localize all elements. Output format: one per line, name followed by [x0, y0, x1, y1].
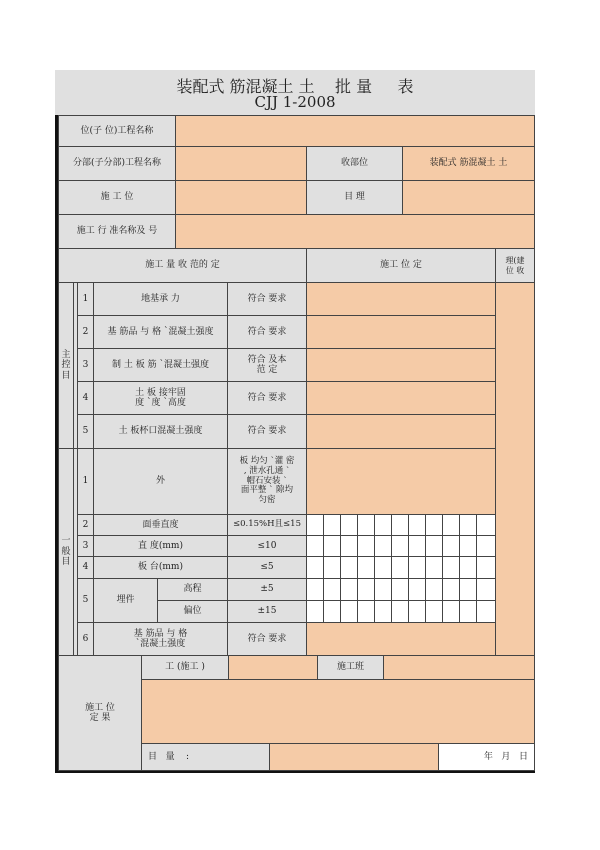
- measurement-cell[interactable]: [306, 578, 324, 601]
- measurement-cell[interactable]: [476, 535, 496, 557]
- measurement-cell[interactable]: [425, 535, 443, 557]
- measurement-cell[interactable]: [408, 578, 426, 601]
- standard-label: 施工 行 准名称及 号: [58, 214, 176, 249]
- measurement-cell[interactable]: [476, 514, 496, 536]
- team-leader-label: 施工班: [317, 655, 384, 680]
- construction-unit-value[interactable]: [175, 180, 307, 215]
- general-item-2-no: 2: [77, 514, 94, 536]
- foreman-value[interactable]: [228, 655, 318, 680]
- measurement-cell[interactable]: [442, 578, 460, 601]
- measurement-cell[interactable]: [340, 600, 358, 623]
- measurement-cell[interactable]: [391, 556, 409, 579]
- measurement-cell[interactable]: [340, 578, 358, 601]
- measurement-cell[interactable]: [357, 535, 375, 557]
- measurement-cell[interactable]: [340, 514, 358, 536]
- general-item-1-name: 外: [93, 448, 228, 515]
- measurement-cell[interactable]: [459, 600, 477, 623]
- measurement-cell[interactable]: [357, 556, 375, 579]
- measurement-cell[interactable]: [425, 578, 443, 601]
- main-item-2-no: 2: [77, 315, 94, 349]
- main-item-4-req: 符合 要求: [227, 381, 307, 415]
- standard-value[interactable]: [175, 214, 535, 249]
- general-item-6-req: 符合 要求: [227, 622, 307, 656]
- measurement-cell[interactable]: [357, 514, 375, 536]
- measurement-cell[interactable]: [306, 514, 324, 536]
- general-item-3-name: 直 度(mm): [93, 535, 228, 557]
- measurement-cell[interactable]: [442, 535, 460, 557]
- measurement-cell[interactable]: [391, 578, 409, 601]
- general-item-5a-req: ±5: [227, 578, 307, 601]
- quality-spec-header: 施工 量 收 范的 定: [58, 248, 307, 283]
- measurement-cell[interactable]: [323, 600, 341, 623]
- measurement-cell[interactable]: [323, 514, 341, 536]
- main-item-1-no: 1: [77, 282, 94, 316]
- inspector-signature[interactable]: [269, 743, 439, 771]
- main-item-4-no: 4: [77, 381, 94, 415]
- form-standard: CJJ 1-2008: [254, 93, 336, 111]
- project-manager-label: 目 理: [306, 180, 403, 215]
- project-manager-value[interactable]: [402, 180, 535, 215]
- measurement-cell[interactable]: [459, 535, 477, 557]
- main-item-5-check[interactable]: [306, 414, 496, 449]
- measurement-cell[interactable]: [459, 556, 477, 579]
- evaluation-label: 施工 位 定 果: [58, 655, 142, 771]
- measurement-cell[interactable]: [425, 514, 443, 536]
- acceptance-part-value[interactable]: 装配式 筋混凝土 土: [402, 146, 535, 181]
- measurement-cell[interactable]: [306, 600, 324, 623]
- general-item-6-no: 6: [77, 622, 94, 656]
- measurement-cell[interactable]: [425, 600, 443, 623]
- project-name-value[interactable]: [175, 115, 535, 147]
- construction-unit-label: 施 工 位: [58, 180, 176, 215]
- measurement-cell[interactable]: [442, 514, 460, 536]
- general-item-1-req: 板 均匀 `灌 密 , 泄水孔通 ` 帽石安装 ` 面平整 ` 隙均 匀密: [227, 448, 307, 515]
- measurement-cell[interactable]: [374, 578, 392, 601]
- general-item-6-check[interactable]: [306, 622, 496, 656]
- general-item-5-name: 埋件: [93, 578, 158, 623]
- general-item-1-no: 1: [77, 448, 94, 515]
- general-item-2-req: ≤0.15%H且≤15: [227, 514, 307, 536]
- main-item-4-name: 土 板 接牢固 度 `度 `高度: [93, 381, 228, 415]
- measurement-cell[interactable]: [408, 556, 426, 579]
- measurement-cell[interactable]: [374, 514, 392, 536]
- general-item-5b-req: ±15: [227, 600, 307, 623]
- measurement-cell[interactable]: [323, 556, 341, 579]
- measurement-cell[interactable]: [459, 578, 477, 601]
- measurement-cell[interactable]: [323, 535, 341, 557]
- general-item-1-check[interactable]: [306, 448, 496, 515]
- acceptance-part-label: 收部位: [306, 146, 403, 181]
- measurement-cell[interactable]: [357, 578, 375, 601]
- measurement-cell[interactable]: [374, 556, 392, 579]
- measurement-cell[interactable]: [306, 535, 324, 557]
- measurement-cell[interactable]: [425, 556, 443, 579]
- measurement-cell[interactable]: [442, 600, 460, 623]
- team-leader-value[interactable]: [383, 655, 535, 680]
- measurement-cell[interactable]: [340, 535, 358, 557]
- main-item-3-check[interactable]: [306, 348, 496, 382]
- measurement-cell[interactable]: [391, 514, 409, 536]
- general-item-3-req: ≤10: [227, 535, 307, 557]
- main-item-5-name: 土 板杯口混凝土强度: [93, 414, 228, 449]
- main-item-2-req: 符合 要求: [227, 315, 307, 349]
- measurement-cell[interactable]: [442, 556, 460, 579]
- general-item-5-no: 5: [77, 578, 94, 623]
- measurement-cell[interactable]: [476, 556, 496, 579]
- general-item-6-name: 基 筋品 与 格 `混凝土强度: [93, 622, 228, 656]
- main-item-1-check[interactable]: [306, 282, 496, 316]
- measurement-cell[interactable]: [476, 600, 496, 623]
- form-title: 装配式 筋混凝土 土 批 量 表: [176, 77, 414, 96]
- measurement-cell[interactable]: [374, 600, 392, 623]
- main-item-2-check[interactable]: [306, 315, 496, 349]
- evaluation-result-value[interactable]: [141, 679, 535, 744]
- measurement-cell[interactable]: [459, 514, 477, 536]
- general-item-4-req: ≤5: [227, 556, 307, 579]
- measurement-cell[interactable]: [340, 556, 358, 579]
- measurement-cell[interactable]: [357, 600, 375, 623]
- measurement-cell[interactable]: [476, 578, 496, 601]
- sub-project-label: 分部(子分部)工程名称: [58, 146, 176, 181]
- measurement-cell[interactable]: [323, 578, 341, 601]
- construction-check-header: 施工 位 定: [306, 248, 496, 283]
- measurement-cell[interactable]: [306, 556, 324, 579]
- measurement-cell[interactable]: [391, 535, 409, 557]
- main-item-2-name: 基 筋品 与 格 `混凝土强度: [93, 315, 228, 349]
- main-control-group-label: 主 控 目: [58, 282, 74, 449]
- main-item-3-name: 制 土 板 筋 `混凝土强度: [93, 348, 228, 382]
- supervision-check-value[interactable]: [495, 282, 535, 656]
- measurement-cell[interactable]: [374, 535, 392, 557]
- measurement-cell[interactable]: [408, 535, 426, 557]
- measurement-cell[interactable]: [391, 600, 409, 623]
- general-item-5a-name: 高程: [157, 578, 228, 601]
- main-item-3-req: 符合 及本 范 定: [227, 348, 307, 382]
- general-item-2-name: 面垂直度: [93, 514, 228, 536]
- main-item-3-no: 3: [77, 348, 94, 382]
- general-item-3-no: 3: [77, 535, 94, 557]
- main-item-5-no: 5: [77, 414, 94, 449]
- main-item-1-req: 符合 要求: [227, 282, 307, 316]
- supervision-check-header: 理(建 位 收: [495, 248, 535, 283]
- main-item-1-name: 地基承 力: [93, 282, 228, 316]
- inspection-date[interactable]: 年 月 日: [438, 743, 535, 771]
- foreman-label: 工 (施工 ): [141, 655, 229, 680]
- sub-project-value[interactable]: [175, 146, 307, 181]
- measurement-cell[interactable]: [408, 514, 426, 536]
- inspector-label: 目 量 :: [141, 743, 270, 771]
- general-item-4-no: 4: [77, 556, 94, 579]
- general-item-4-name: 板 台(mm): [93, 556, 228, 579]
- main-item-4-check[interactable]: [306, 381, 496, 415]
- general-item-5b-name: 偏位: [157, 600, 228, 623]
- project-name-label: 位(子 位)工程名称: [58, 115, 176, 147]
- general-group-label: 一 般 目: [58, 448, 74, 656]
- measurement-cell[interactable]: [408, 600, 426, 623]
- main-item-5-req: 符合 要求: [227, 414, 307, 449]
